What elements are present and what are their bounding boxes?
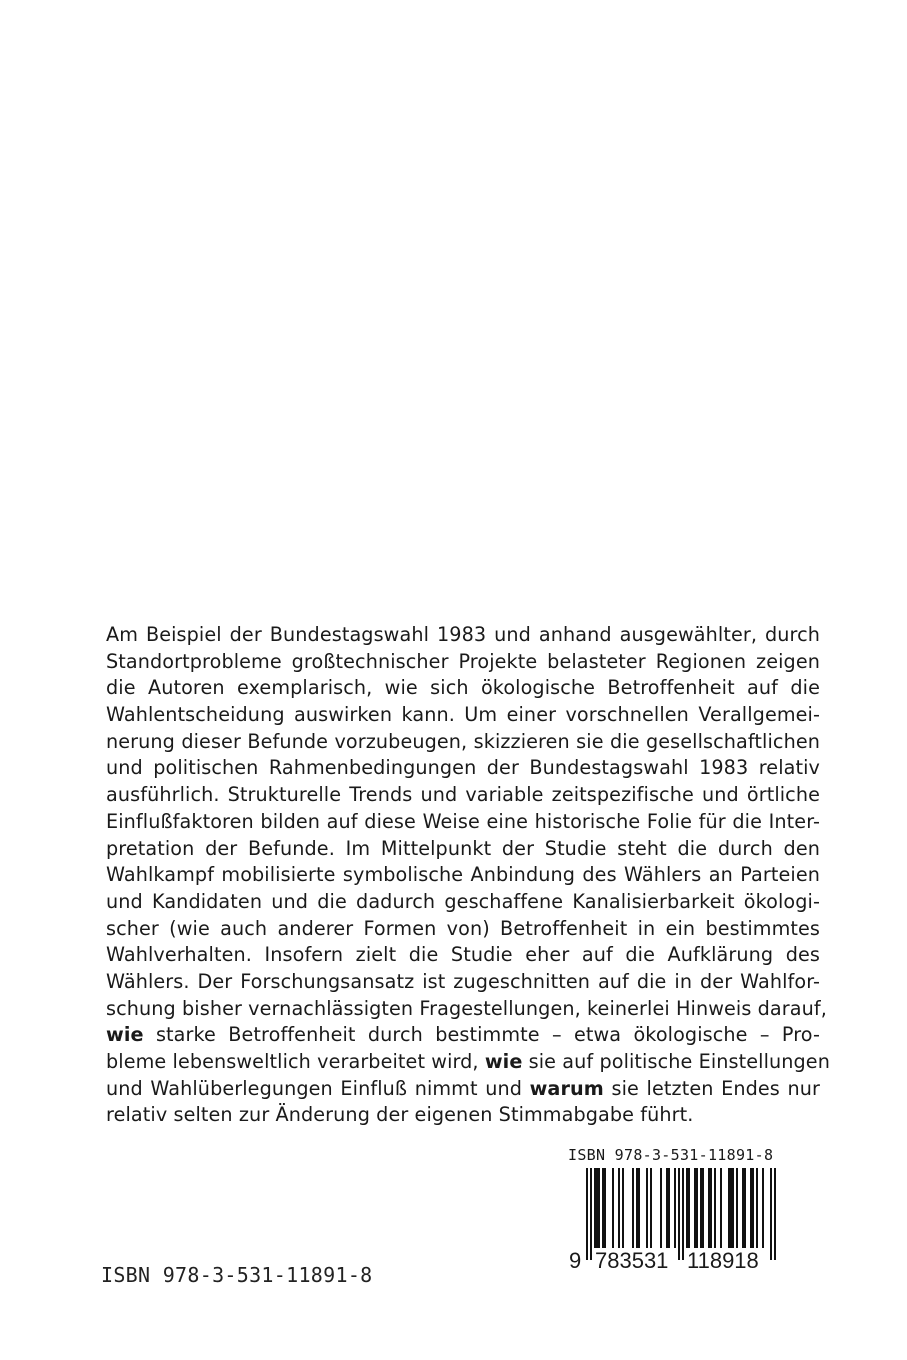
barcode-bar (742, 1168, 744, 1248)
blurb-text: bleme lebensweltlich verarbeitet wird, (106, 1050, 485, 1073)
barcode-bar (756, 1168, 758, 1248)
barcode-bar (598, 1168, 600, 1248)
barcode-bar (668, 1168, 670, 1248)
barcode-bar (586, 1168, 588, 1260)
barcode-isbn-label: ISBN 978-3-531-11891-8 (568, 1146, 774, 1164)
barcode-bar (720, 1168, 722, 1248)
blurb-line (106, 862, 820, 889)
blurb-text: nerung dieser Befunde vorzubeugen, skizzieren sie die gesellschaftlichen (106, 729, 820, 753)
blurb-line (106, 649, 820, 676)
barcode-bar (660, 1168, 662, 1248)
barcode-bar (650, 1168, 652, 1248)
barcode-bar (678, 1168, 680, 1260)
blurb-text: Wahlverhalten. Insofern zielt die Studie eher auf die Aufklärung des (106, 943, 820, 967)
blurb-emphasis: warum (529, 1076, 604, 1100)
blurb-text: Wählers. Der Forschungsansatz ist zugeschnitten auf die in der Wahlfor- (106, 969, 820, 993)
isbn-barcode-block (568, 1146, 784, 1274)
barcode-bar (594, 1168, 596, 1248)
blurb-text: die Autoren exemplarisch, wie sich ökologische Betroffenheit auf die (106, 676, 820, 700)
barcode-bar (728, 1168, 730, 1248)
barcode-digits-right: 118918 (687, 1248, 759, 1273)
blurb-line (106, 782, 820, 809)
blurb-line (106, 969, 820, 996)
blurb-text: sie letzten Endes nur (603, 1076, 820, 1100)
blurb-text: sie auf politische Einstellungen (522, 1050, 830, 1073)
blurb-line (106, 729, 820, 756)
blurb-text: Wahlentscheidung auswirken kann. Um einer vorschnellen Verallgemei- (106, 703, 820, 727)
blurb-line (106, 836, 820, 863)
barcode-bar (590, 1168, 592, 1260)
blurb-text: und politischen Rahmenbedingungen der Bundestagswahl 1983 relativ (106, 756, 820, 780)
blurb-line (106, 916, 820, 943)
barcode-bar (744, 1168, 746, 1248)
blurb-line (106, 1076, 820, 1103)
blurb-line (106, 942, 820, 969)
barcode-bar (736, 1168, 738, 1248)
blurb-text: Am Beispiel der Bundestagswahl 1983 und anhand ausgewählter, durch (106, 623, 820, 646)
barcode-bar (646, 1168, 648, 1248)
blurb-line (106, 1022, 820, 1049)
blurb-text: relativ selten zur Änderung der eigenen Stimmabgabe führt. (106, 1103, 694, 1127)
blurb-line (106, 1102, 820, 1129)
barcode-bar (596, 1168, 598, 1248)
barcode-bar (770, 1168, 772, 1260)
blurb-line (106, 809, 820, 836)
blurb-text: Wahlkampf mobilisierte symbolische Anbindung des Wählers an Parteien (106, 863, 820, 887)
barcode-bar (700, 1168, 702, 1248)
barcode-bar (732, 1168, 734, 1248)
blurb-line (106, 1049, 830, 1076)
barcode-bar (696, 1168, 698, 1248)
barcode-bar (638, 1168, 640, 1248)
blurb-line (106, 675, 820, 702)
barcode-bar (604, 1168, 606, 1248)
blurb-line (106, 755, 820, 782)
blurb-line (106, 996, 827, 1023)
barcode-bar (686, 1168, 688, 1248)
barcode-bar (714, 1168, 716, 1248)
barcode-bar (612, 1168, 614, 1248)
barcode-bar (682, 1168, 684, 1260)
barcode-bar (708, 1168, 710, 1248)
barcode-bar (674, 1168, 676, 1248)
barcode-bar (618, 1168, 620, 1248)
barcode-bar (666, 1168, 668, 1248)
blurb-line (106, 889, 820, 916)
blurb-line (106, 702, 820, 729)
blurb-text: und Wahlüberlegungen Einfluß nimmt und (106, 1076, 530, 1100)
barcode-bar (602, 1168, 604, 1248)
blurb-emphasis: wie (106, 1023, 144, 1047)
barcode-bar (710, 1168, 712, 1248)
barcode-bar (632, 1168, 634, 1248)
barcode-bar (774, 1168, 776, 1260)
barcode-bar (636, 1168, 638, 1248)
barcode-digit-first: 9 (569, 1248, 582, 1273)
blurb-emphasis: wie (484, 1050, 523, 1073)
blurb-text: Standortprobleme großtechnischer Projekte belasteter Regionen zeigen (106, 649, 820, 673)
barcode-bar (694, 1168, 696, 1248)
barcode-bar (750, 1168, 752, 1248)
blurb-text: ausführlich. Strukturelle Trends und variable zeitspezifische und örtliche (106, 783, 820, 807)
barcode-bar (688, 1168, 690, 1248)
blurb-text: Einflußfaktoren bilden auf diese Weise eine historische Folie für die Inter- (106, 809, 820, 833)
blurb-line (106, 622, 820, 649)
footer-isbn: ISBN 978-3-531-11891-8 (101, 1263, 373, 1287)
blurb-text: starke Betroffenheit durch bestimmte – etwa ökologische – Pro- (143, 1023, 820, 1047)
barcode-bar (762, 1168, 764, 1248)
barcode-digits-left: 783531 (595, 1248, 669, 1273)
barcode-bar (622, 1168, 624, 1248)
blurb-text: scher (wie auch anderer Formen von) Betroffenheit in ein bestimmtes (106, 916, 820, 940)
barcode-bar (702, 1168, 704, 1248)
barcode-bar (730, 1168, 732, 1248)
back-cover-blurb (106, 622, 830, 1129)
blurb-text: pretation der Befunde. Im Mittelpunkt der Studie steht die durch den (106, 836, 820, 860)
blurb-text: und Kandidaten und die dadurch geschaffene Kanalisierbarkeit ökologi- (106, 889, 820, 913)
barcode-bar (752, 1168, 754, 1248)
blurb-text: schung bisher vernachlässigten Fragestellungen, keinerlei Hinweis darauf, (106, 996, 827, 1020)
